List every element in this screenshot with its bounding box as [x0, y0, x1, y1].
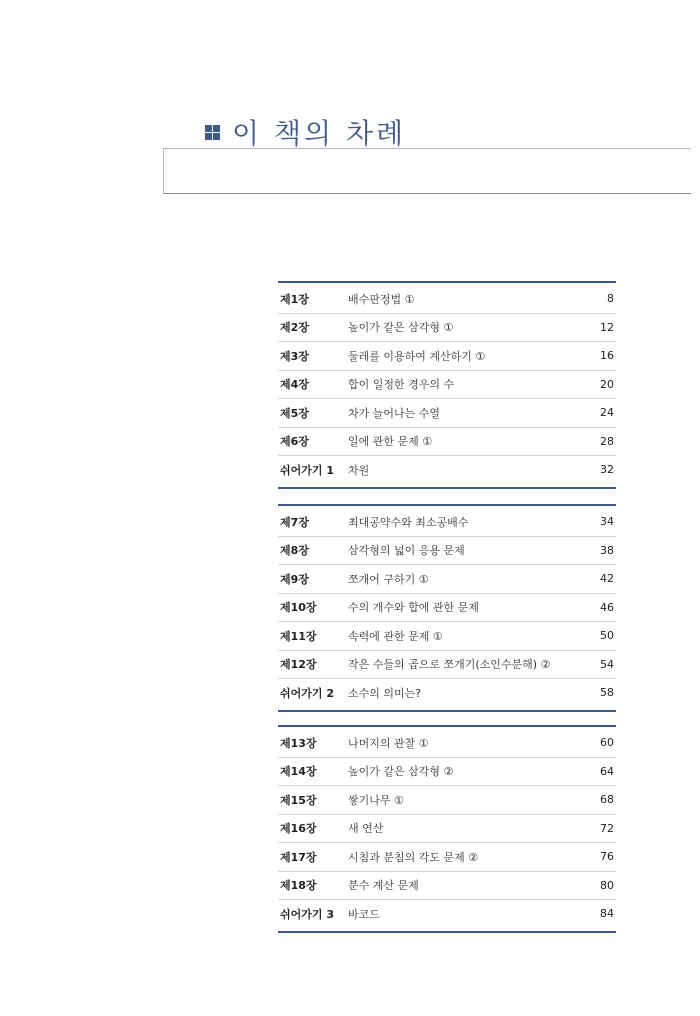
chapter-title: 새 연산 — [348, 822, 384, 836]
toc-row[interactable] — [278, 622, 616, 651]
chapter-title: 차가 늘어나는 수열 — [348, 406, 441, 420]
chapter-label: 제4장 — [280, 378, 309, 392]
title-frame — [163, 148, 691, 194]
chapter-label: 제8장 — [280, 544, 309, 558]
chapter-label: 제18장 — [280, 879, 317, 893]
toc-row[interactable] — [278, 371, 616, 400]
chapter-title: 수의 개수와 합에 관한 문제 — [348, 601, 479, 615]
page-number: 64 — [600, 764, 614, 778]
chapter-label: 쉬어가기 2 — [280, 686, 334, 700]
toc-row[interactable] — [278, 594, 616, 623]
chapter-label: 제11장 — [280, 629, 317, 643]
toc-row[interactable] — [278, 872, 616, 901]
page-number: 50 — [600, 629, 614, 643]
chapter-label: 제1장 — [280, 292, 309, 306]
page-number: 68 — [600, 793, 614, 807]
toc-row[interactable] — [278, 900, 616, 928]
toc-row[interactable] — [278, 729, 616, 758]
toc-row[interactable] — [278, 314, 616, 343]
page-number: 80 — [600, 878, 614, 892]
page-number: 58 — [600, 686, 614, 700]
chapter-title: 높이가 같은 삼각형 ① — [348, 321, 454, 335]
chapter-title: 바코드 — [348, 907, 380, 921]
page-number: 54 — [600, 657, 614, 671]
toc-row[interactable] — [278, 508, 616, 537]
page-number: 38 — [600, 543, 614, 557]
chapter-title: 일에 관한 문제 ① — [348, 435, 433, 449]
chapter-title: 합이 일정한 경우의 수 — [348, 378, 455, 392]
page-number: 12 — [600, 320, 614, 334]
toc-row[interactable] — [278, 786, 616, 815]
chapter-title: 소수의 의미는? — [348, 686, 422, 700]
chapter-label: 쉬어가기 1 — [280, 463, 334, 477]
page-number: 32 — [600, 463, 614, 477]
toc-row[interactable] — [278, 428, 616, 457]
square — [213, 125, 220, 132]
toc-group-1 — [278, 281, 616, 489]
toc-row[interactable] — [278, 815, 616, 844]
chapter-label: 제10장 — [280, 601, 317, 615]
chapter-title: 분수 계산 문제 — [348, 879, 419, 893]
chapter-title: 나머지의 관찰 ① — [348, 736, 429, 750]
chapter-label: 제6장 — [280, 435, 309, 449]
chapter-title: 둘레를 이용하여 계산하기 ① — [348, 349, 486, 363]
page-number: 42 — [600, 572, 614, 586]
chapter-label: 쉬어가기 3 — [280, 907, 334, 921]
toc-group-2 — [278, 504, 616, 712]
toc-row[interactable] — [278, 285, 616, 314]
chapter-label: 제2장 — [280, 321, 309, 335]
toc-row[interactable] — [278, 399, 616, 428]
chapter-title: 시침과 분침의 각도 문제 ② — [348, 850, 479, 864]
four-squares-icon — [205, 125, 220, 140]
page-title: 이 책의 차례 — [232, 117, 407, 150]
chapter-title: 차원 — [348, 463, 370, 477]
chapter-title: 높이가 같은 삼각형 ② — [348, 765, 454, 779]
chapter-title: 속력에 관한 문제 ① — [348, 629, 443, 643]
page-number: 20 — [600, 377, 614, 391]
chapter-label: 제16장 — [280, 822, 317, 836]
title-header — [205, 112, 406, 152]
square — [213, 133, 220, 140]
chapter-label: 제15장 — [280, 793, 317, 807]
toc-row[interactable] — [278, 651, 616, 680]
page-number: 34 — [600, 515, 614, 529]
chapter-label: 제13장 — [280, 736, 317, 750]
page-number: 84 — [600, 907, 614, 921]
chapter-title: 작은 수들의 곱으로 쪼개기(소인수분해) ② — [348, 658, 551, 672]
chapter-title: 배수판정법 ① — [348, 292, 415, 306]
chapter-label: 제9장 — [280, 572, 309, 586]
chapter-label: 제7장 — [280, 515, 309, 529]
chapter-title: 쪼개어 구하기 ① — [348, 572, 429, 586]
toc-row[interactable] — [278, 537, 616, 566]
chapter-title: 쌓기나무 ① — [348, 793, 404, 807]
page-number: 24 — [600, 406, 614, 420]
toc-row[interactable] — [278, 565, 616, 594]
page-number: 46 — [600, 600, 614, 614]
toc-group-3 — [278, 725, 616, 933]
toc-row[interactable] — [278, 342, 616, 371]
toc-row[interactable] — [278, 456, 616, 484]
chapter-label: 제3장 — [280, 349, 309, 363]
page-number: 60 — [600, 736, 614, 750]
toc-row[interactable] — [278, 758, 616, 787]
page-number: 76 — [600, 850, 614, 864]
page-number: 72 — [600, 821, 614, 835]
chapter-title: 삼각형의 넓이 응용 문제 — [348, 544, 465, 558]
chapter-label: 제12장 — [280, 658, 317, 672]
chapter-label: 제17장 — [280, 850, 317, 864]
square — [205, 133, 212, 140]
chapter-label: 제14장 — [280, 765, 317, 779]
square — [205, 125, 212, 132]
page-number: 16 — [600, 349, 614, 363]
toc-row[interactable] — [278, 679, 616, 707]
page-number: 28 — [600, 434, 614, 448]
toc-row[interactable] — [278, 843, 616, 872]
chapter-label: 제5장 — [280, 406, 309, 420]
chapter-title: 최대공약수와 최소공배수 — [348, 515, 469, 529]
page-number: 8 — [607, 292, 614, 306]
